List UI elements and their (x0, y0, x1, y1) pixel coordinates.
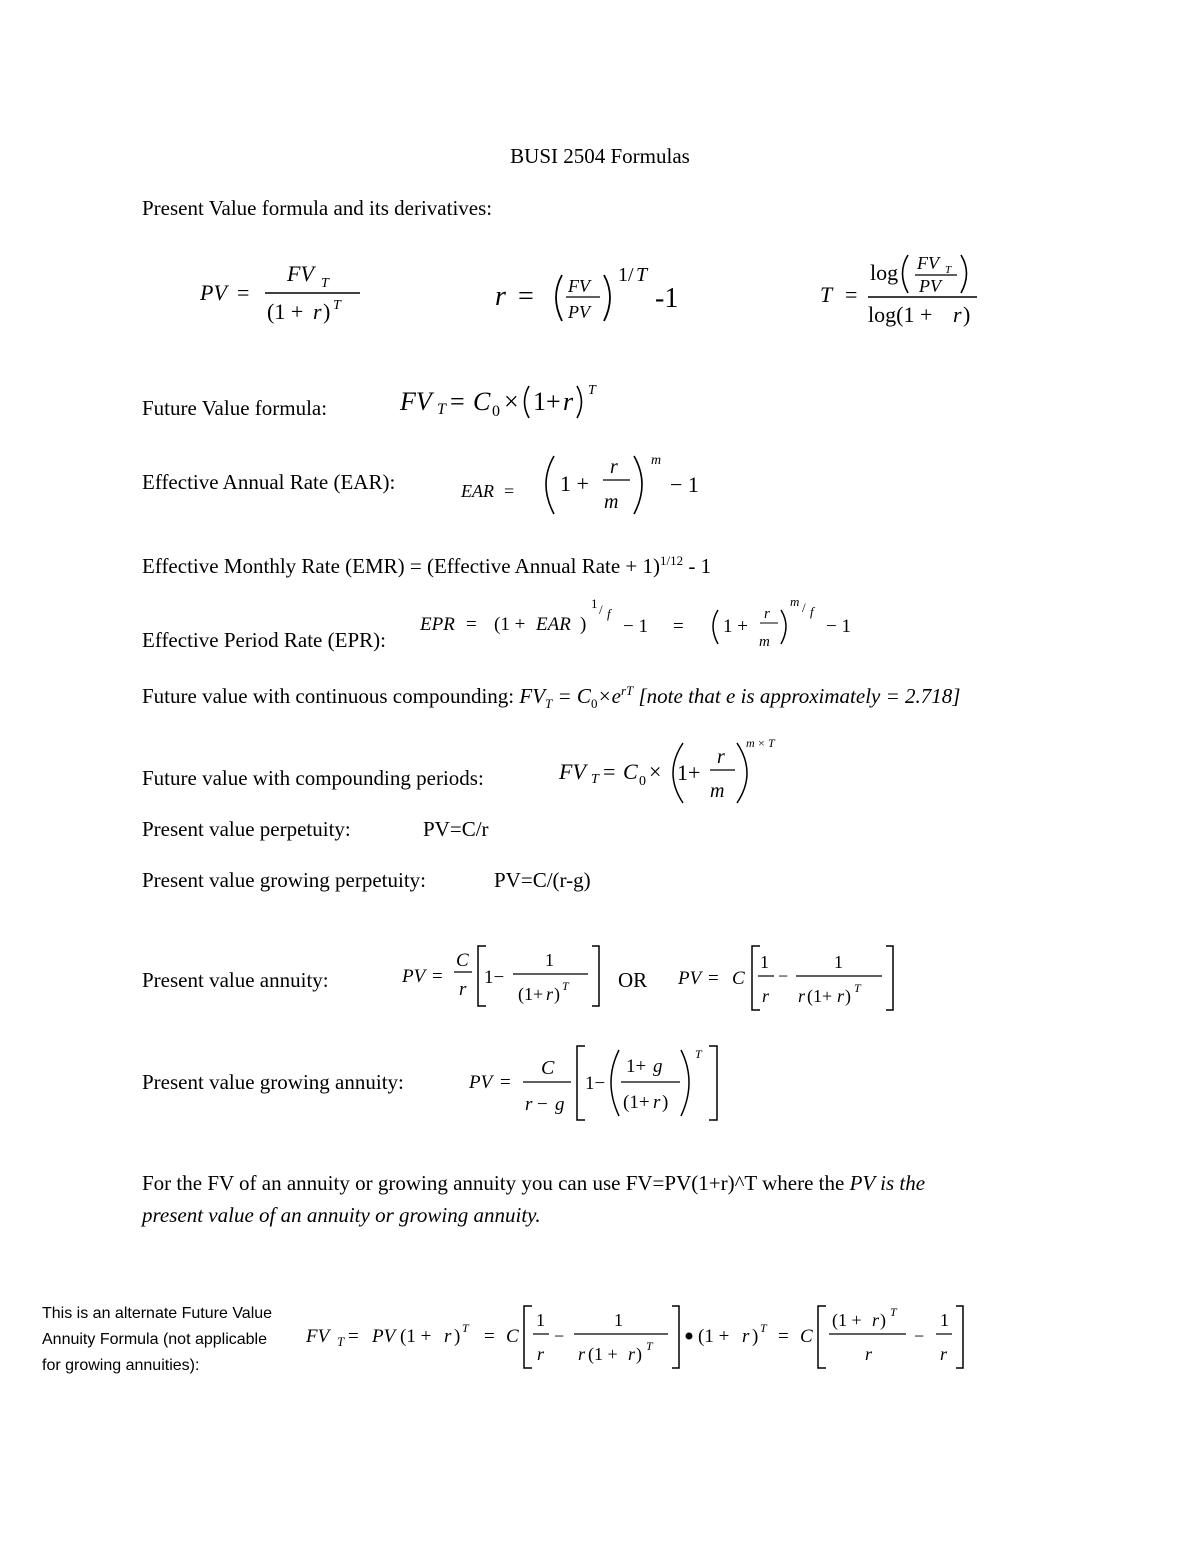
alternate-fv-annuity-formula (302, 1302, 972, 1374)
svg-text:C: C (623, 759, 638, 784)
svg-text:− 1: − 1 (670, 472, 699, 497)
svg-text:f: f (607, 606, 611, 621)
svg-text:T: T (588, 383, 596, 398)
svg-text:=: = (673, 616, 684, 637)
svg-text:T: T (636, 264, 648, 286)
svg-text:g: g (555, 1094, 565, 1115)
perpetuity-formula: PV=C/r (423, 817, 489, 841)
svg-text:=: = (450, 387, 465, 416)
svg-text:1−: 1− (585, 1073, 606, 1094)
svg-text:1: 1 (545, 950, 554, 970)
page-title: BUSI 2504 Formulas (510, 144, 690, 168)
svg-text:1+: 1+ (677, 760, 701, 785)
svg-text:T: T (437, 401, 446, 418)
svg-text:f: f (810, 604, 814, 619)
svg-text:(1+: (1+ (518, 984, 544, 1004)
svg-text:T: T (337, 1334, 345, 1349)
svg-text:EAR: EAR (461, 481, 494, 501)
svg-text:FV: FV (917, 253, 939, 273)
svg-text:r: r (940, 1344, 948, 1364)
svg-text:=: = (500, 1072, 511, 1093)
svg-text:=: = (484, 1326, 495, 1347)
continuous-note: [note that e is approximately = 2.718] (638, 684, 961, 708)
svg-text:T: T (945, 264, 952, 276)
svg-text:EAR: EAR (536, 614, 571, 635)
svg-text:T: T (591, 772, 599, 787)
svg-text:g: g (653, 1056, 663, 1077)
svg-text:r: r (653, 1092, 661, 1113)
svg-text:m: m (604, 491, 619, 513)
svg-text:×: × (504, 387, 519, 416)
continuous-times: ×e (597, 684, 621, 708)
svg-text:T: T (820, 282, 833, 307)
svg-text:=: = (708, 968, 719, 989)
svg-text:PV: PV (402, 966, 426, 987)
svg-text:T: T (854, 981, 861, 995)
svg-text:r: r (495, 281, 506, 312)
svg-text:): ) (636, 1344, 642, 1364)
fv-formula (395, 378, 615, 428)
epr-formula (418, 594, 868, 654)
svg-text:FV: FV (400, 387, 432, 416)
fv-annuity-text-1: For the FV of an annuity or growing annuity you can use FV=PV(1+r)^T where the (142, 1171, 850, 1195)
svg-text:r: r (837, 986, 845, 1006)
svg-text:PV: PV (372, 1326, 396, 1347)
fv-annuity-note-line1 (142, 1170, 925, 1196)
svg-text:EPR: EPR (420, 614, 455, 635)
svg-text:×: × (649, 759, 662, 784)
svg-text:T: T (562, 979, 569, 993)
svg-text:m: m (759, 634, 770, 650)
svg-text:C: C (541, 1057, 555, 1079)
svg-text:1: 1 (536, 1310, 545, 1330)
svg-text:=: = (466, 614, 477, 635)
svg-text:=: = (504, 481, 515, 501)
svg-text:1−: 1− (484, 967, 505, 988)
svg-text:=: = (237, 280, 250, 305)
svg-text:C: C (732, 968, 745, 989)
svg-text:): ) (880, 1310, 886, 1330)
svg-text:PV: PV (469, 1072, 493, 1093)
growing-annuity-label: Present value growing annuity: (142, 1070, 404, 1094)
svg-text:-1: -1 (655, 283, 679, 314)
svg-text:T: T (321, 276, 329, 291)
svg-text:−: − (537, 1094, 548, 1115)
pv-formula (195, 255, 375, 330)
svg-text:C: C (473, 387, 491, 416)
svg-text:1: 1 (591, 596, 598, 611)
svg-text:0: 0 (492, 403, 500, 420)
compounding-label: Future value with compounding periods: (142, 766, 484, 790)
svg-text:FV: FV (568, 276, 590, 296)
svg-text:=: = (845, 282, 858, 307)
svg-text:r: r (742, 1326, 750, 1347)
svg-text:1+: 1+ (533, 387, 561, 416)
emr-formula (142, 548, 711, 579)
svg-text:T: T (760, 1321, 767, 1335)
continuous-eq: = C (552, 684, 591, 708)
svg-text:PV: PV (919, 276, 941, 296)
svg-text:(1 +: (1 + (698, 1326, 730, 1347)
svg-text:C: C (800, 1326, 813, 1347)
annuity-formula-2 (674, 940, 899, 1012)
svg-text:r: r (762, 986, 770, 1006)
svg-text:m: m (790, 594, 800, 609)
svg-text:(1 +: (1 + (494, 614, 526, 635)
svg-text:): ) (554, 984, 560, 1004)
svg-text:(1+: (1+ (623, 1092, 650, 1113)
annuity-formula-1 (398, 940, 608, 1012)
alternate-formula-note: This is an alternate Future Value Annuity Formula (not applicable for growing annuities): (42, 1305, 273, 1374)
svg-text:FV: FV (559, 759, 586, 784)
annuity-or: OR (618, 968, 648, 992)
svg-text:m: m (651, 453, 662, 468)
emr-tail: - 1 (683, 554, 712, 578)
growing-perpetuity-formula: PV=C/(r-g) (494, 868, 591, 892)
svg-text:×: × (758, 736, 765, 750)
emr-text: Effective Monthly Rate (EMR) = (Effective Annual Rate + 1) (142, 554, 661, 578)
growing-annuity-formula (465, 1042, 725, 1127)
svg-text:log(1 +: log(1 + (868, 302, 933, 327)
svg-text:1: 1 (614, 1310, 623, 1330)
perpetuity-label: Present value perpetuity: (142, 817, 351, 841)
svg-text:): ) (845, 986, 851, 1006)
svg-text:FV: FV (287, 261, 314, 286)
svg-text:−: − (778, 966, 789, 986)
svg-text:): ) (454, 1326, 461, 1347)
fv-label: Future Value formula: (142, 396, 328, 420)
svg-text:=: = (603, 759, 616, 784)
svg-text:r: r (537, 1344, 545, 1364)
svg-text:T: T (646, 1339, 653, 1353)
svg-text:r: r (798, 986, 806, 1006)
svg-text:): ) (662, 1092, 669, 1113)
svg-text:PV: PV (568, 302, 590, 322)
continuous-fv: FV (519, 684, 546, 708)
fv-annuity-text-pv: PV is the (849, 1171, 926, 1195)
svg-text:1: 1 (834, 952, 843, 972)
svg-text:): ) (580, 614, 587, 635)
svg-text:r: r (313, 299, 322, 324)
svg-text:PV: PV (200, 280, 227, 305)
svg-text:1 +: 1 + (560, 471, 589, 496)
svg-text:(1+: (1+ (807, 986, 833, 1006)
svg-text:/: / (802, 600, 806, 615)
svg-text:r: r (578, 1344, 586, 1364)
svg-text:T: T (333, 298, 341, 313)
svg-text:log: log (870, 260, 899, 285)
svg-text:1+: 1+ (626, 1056, 647, 1077)
svg-text:(1 +: (1 + (400, 1326, 432, 1347)
svg-text:−: − (914, 1326, 925, 1346)
svg-text:(1 +: (1 + (267, 299, 304, 324)
annuity-label: Present value annuity: (142, 968, 329, 992)
svg-text:FV: FV (306, 1326, 330, 1347)
growing-perpetuity-label: Present value growing perpetuity: (142, 868, 427, 892)
svg-text:=: = (778, 1326, 789, 1347)
pv-heading: Present Value formula and its derivatives: (142, 196, 493, 220)
svg-text:m: m (710, 780, 725, 802)
svg-text:r: r (953, 302, 962, 327)
svg-text:r: r (764, 606, 770, 622)
svg-text:=: = (348, 1326, 359, 1347)
svg-text:T: T (695, 1047, 702, 1061)
svg-text:1 +: 1 + (723, 616, 748, 637)
svg-text:=: = (518, 281, 534, 312)
continuous-compounding: Future value with continuous compounding: $FV_T = C_0\times e^{rT}$ [note that e is approximately = 2.718] (142, 683, 961, 712)
svg-text:1: 1 (760, 952, 769, 972)
svg-text:r: r (865, 1344, 873, 1364)
svg-text:r: r (628, 1344, 636, 1364)
svg-text:PV: PV (678, 968, 702, 989)
svg-text:T: T (768, 736, 775, 750)
svg-text:(1 +: (1 + (832, 1310, 862, 1330)
svg-text:C: C (506, 1326, 519, 1347)
ear-label: Effective Annual Rate (EAR): (142, 470, 396, 494)
svg-text:r: r (459, 979, 467, 1000)
continuous-label: Future value with continuous compounding: (142, 684, 520, 708)
svg-text:): ) (323, 299, 331, 324)
continuous-exp: rT (620, 683, 634, 698)
svg-text:0: 0 (639, 774, 646, 789)
svg-text:r: r (717, 746, 725, 768)
svg-text:1: 1 (940, 1310, 949, 1330)
svg-text:=: = (432, 966, 443, 987)
ear-formula (458, 448, 718, 520)
svg-text:r: r (546, 984, 554, 1004)
svg-text:): ) (752, 1326, 759, 1347)
svg-text:m: m (746, 736, 755, 750)
svg-text:T: T (890, 1305, 897, 1319)
emr-exponent: 1/12 (660, 553, 684, 568)
svg-text:− 1: − 1 (623, 616, 648, 637)
svg-text:/: / (599, 602, 603, 617)
svg-text:1/: 1/ (618, 264, 634, 286)
compounding-formula (555, 735, 790, 810)
svg-text:r: r (610, 456, 618, 478)
svg-text:(1 +: (1 + (588, 1344, 618, 1364)
svg-text:): ) (963, 302, 971, 327)
svg-text:r: r (872, 1310, 880, 1330)
epr-label: Effective Period Rate (EPR): (142, 628, 386, 652)
svg-text:T: T (462, 1321, 469, 1335)
svg-text:− 1: − 1 (826, 616, 851, 637)
svg-text:r: r (525, 1094, 533, 1115)
fv-annuity-note-line2: present value of an annuity or growing annuity. (142, 1203, 541, 1227)
rate-formula (490, 255, 700, 335)
svg-text:r: r (563, 387, 574, 416)
svg-text:r: r (444, 1326, 452, 1347)
period-formula (815, 245, 995, 335)
svg-text:−: − (554, 1326, 565, 1346)
svg-text:C: C (456, 950, 469, 971)
